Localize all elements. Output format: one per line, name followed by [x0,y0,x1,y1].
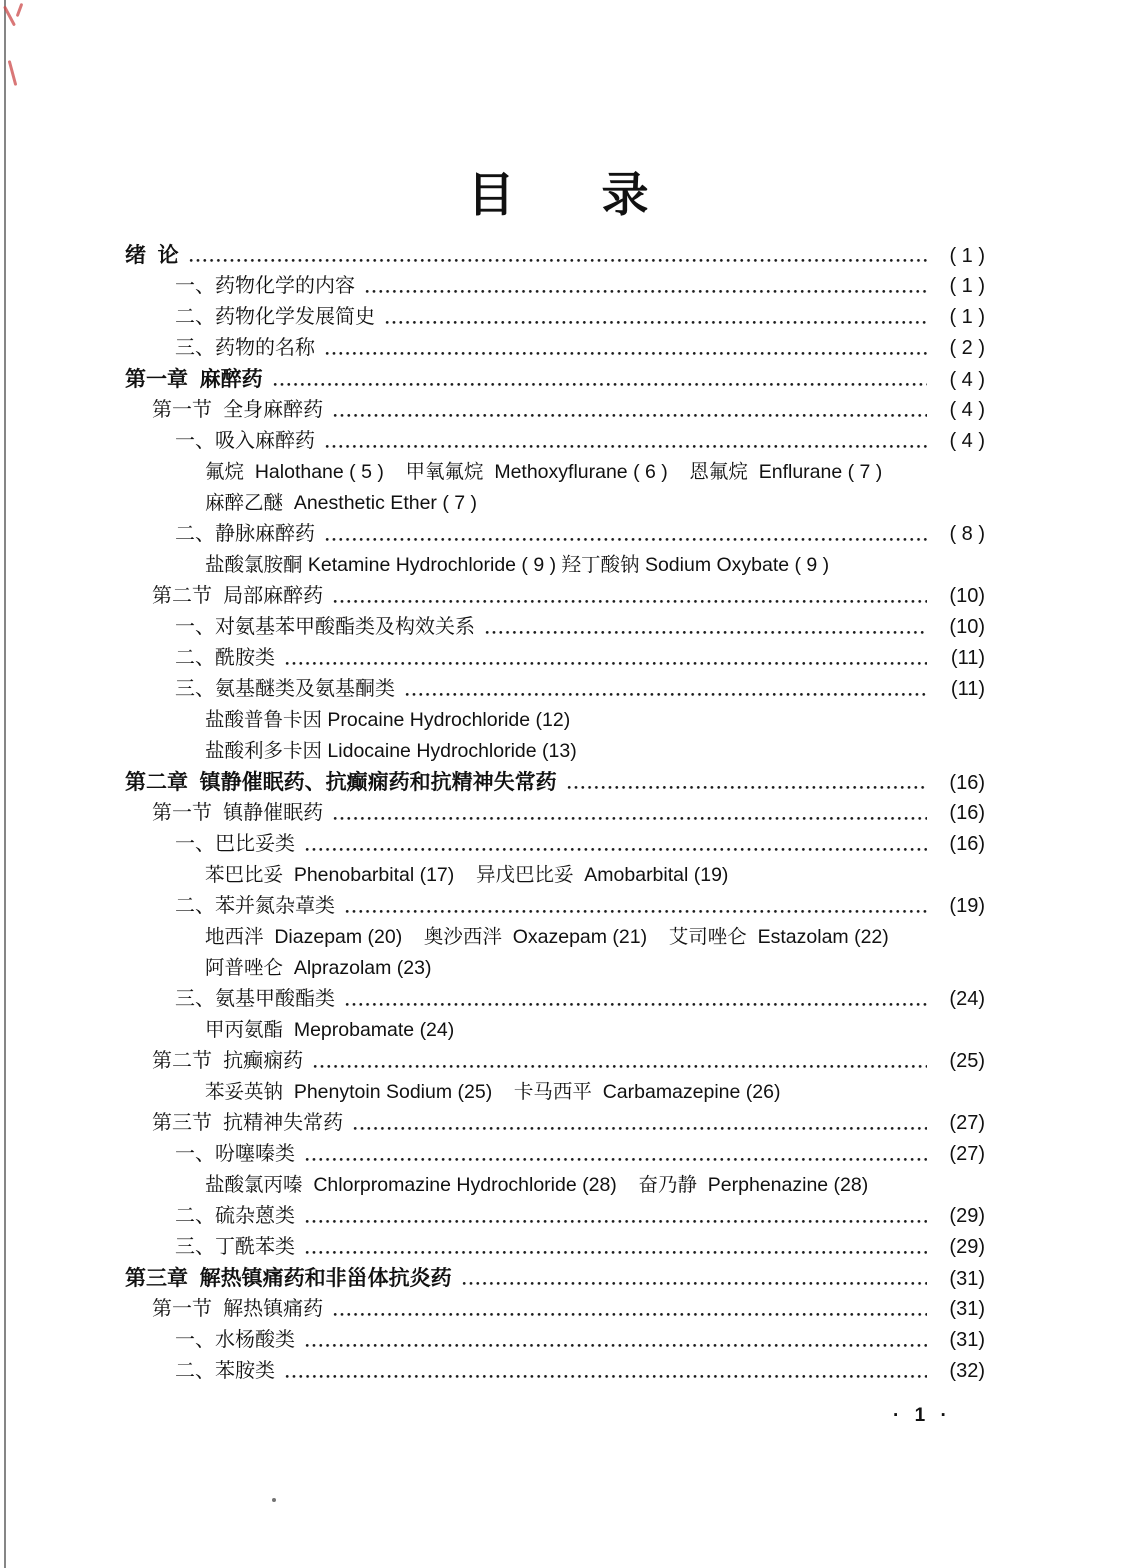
toc-entry [125,395,985,426]
toc-entry-label: 第三节 抗精神失常药 [152,1112,344,1134]
toc-entry-page: (16) [949,802,985,824]
toc-entry [125,1201,985,1232]
toc-entry-label: 三、丁酰苯类 [175,1236,295,1258]
toc-entry-label: 一、巴比妥类 [175,833,295,855]
toc-entry-label: 二、苯并氮杂䓬类 [175,895,335,917]
dot-leader [273,382,927,387]
toc-entry-page: (27) [949,1143,985,1165]
toc-entry-label: 一、水杨酸类 [175,1329,295,1351]
toc-entry-page: (24) [949,988,985,1010]
dot-leader [333,413,927,418]
toc-entry [125,1139,985,1170]
scan-speck-artifact [272,1498,276,1502]
toc-entry [125,550,985,581]
toc-entry-label: 三、药物的名称 [175,337,315,359]
toc-entry-label: 第二节 局部麻醉药 [152,585,324,607]
toc-entry [125,643,985,674]
dot-leader [567,785,927,790]
dot-leader [305,847,927,852]
toc-entry-label: 苯巴比妥 Phenobarbital (17) 异戊巴比妥 Amobarbital (19) [205,864,729,886]
dot-leader [485,630,927,635]
toc-entry-label: 一、药物化学的内容 [175,275,355,297]
toc-entry [125,364,985,395]
toc-entry [125,1015,985,1046]
toc-entry [125,953,985,984]
toc-entry [125,1077,985,1108]
red-stroke-artifact [16,3,24,17]
toc-entry-page: ( 4 ) [949,430,985,452]
toc-entry [125,1232,985,1263]
dot-leader [333,1312,927,1317]
toc-list [125,240,985,1387]
red-stroke-artifact [3,6,16,27]
toc-entry-label: 第一章 麻醉药 [125,368,263,391]
dot-leader [345,909,927,914]
red-stroke-artifact [8,60,18,86]
toc-entry-label: 地西泮 Diazepam (20) 奥沙西泮 Oxazepam (21) 艾司唑仑 Estazolam (22) [205,926,889,948]
toc-entry-label: 第二章 镇静催眠药、抗癫痫药和抗精神失常药 [125,771,557,794]
toc-entry-page: (31) [949,1329,985,1351]
toc-entry [125,302,985,333]
dot-leader [325,444,927,449]
toc-entry [125,1263,985,1294]
toc-entry-page: ( 1 ) [949,275,985,297]
dot-leader [325,537,927,542]
toc-entry [125,1046,985,1077]
toc-entry-label: 一、吸入麻醉药 [175,430,315,452]
dot-leader [285,1374,927,1379]
toc-entry-label: 盐酸利多卡因 Lidocaine Hydrochloride (13) [205,740,577,762]
toc-entry-label: 二、苯胺类 [175,1360,275,1382]
dot-leader [365,289,927,294]
toc-entry-label: 氟烷 Halothane ( 5 ) 甲氧氟烷 Methoxyflurane ( 6 ) 恩氟烷 Enflurane ( 7 ) [205,461,883,483]
toc-entry [125,860,985,891]
toc-entry-page: (25) [949,1050,985,1072]
toc-entry [125,271,985,302]
dot-leader [305,1250,927,1255]
toc-entry-page: (11) [950,647,985,669]
toc-entry-page: ( 1 ) [949,306,985,328]
toc-entry [125,1108,985,1139]
toc-entry [125,612,985,643]
toc-entry-label: 二、酰胺类 [175,647,275,669]
toc-entry [125,519,985,550]
toc-entry-page: ( 1 ) [949,245,985,267]
dot-leader [325,351,927,356]
toc-entry-label: 三、氨基甲酸酯类 [175,988,335,1010]
dot-leader [405,692,927,697]
dot-leader [353,1126,927,1131]
toc-entry-label: 第二节 抗癫痫药 [152,1050,304,1072]
toc-entry [125,1170,985,1201]
toc-entry-label: 盐酸氯丙嗪 Chlorpromazine Hydrochloride (28) 奋乃静 Perphenazine (28) [205,1174,869,1196]
toc-entry-label: 苯妥英钠 Phenytoin Sodium (25) 卡马西平 Carbamazepine (26) [205,1081,781,1103]
dot-leader [345,1002,927,1007]
toc-entry-label: 盐酸氯胺酮 Ketamine Hydrochloride ( 9 ) 羟丁酸钠 Sodium Oxybate ( 9 ) [205,554,830,576]
dot-leader [305,1157,927,1162]
toc-entry [125,705,985,736]
toc-entry-label: 盐酸普鲁卡因 Procaine Hydrochloride (12) [205,709,571,731]
dot-leader [305,1219,927,1224]
toc-entry-page: ( 4 ) [949,399,985,421]
toc-entry [125,457,985,488]
toc-entry [125,488,985,519]
dot-leader [189,258,927,263]
toc-entry-page: (27) [949,1112,985,1134]
toc-entry-page: (10) [949,616,985,638]
page-title: 目 录 [467,168,657,221]
toc-entry-page: (29) [949,1205,985,1227]
toc-entry-label: 麻醉乙醚 Anesthetic Ether ( 7 ) [205,492,478,514]
dot-leader [333,599,927,604]
toc-entry-label: 阿普唑仑 Alprazolam (23) [205,957,432,979]
toc-entry [125,240,985,271]
toc-entry [125,736,985,767]
toc-entry-page: (19) [949,895,985,917]
toc-entry [125,829,985,860]
toc-entry-label: 绪 论 [125,244,179,267]
toc-entry-page: (10) [949,585,985,607]
toc-entry-label: 第一节 解热镇痛药 [152,1298,324,1320]
toc-entry [125,426,985,457]
toc-entry [125,1294,985,1325]
toc-entry-label: 一、对氨基苯甲酸酯类及构效关系 [175,616,475,638]
toc-entry-label: 二、硫杂蒽类 [175,1205,295,1227]
toc-entry-page: ( 4 ) [949,369,985,391]
toc-entry-label: 甲丙氨酯 Meprobamate (24) [205,1019,455,1041]
toc-entry [125,922,985,953]
dot-leader [305,1343,927,1348]
toc-entry-label: 第三章 解热镇痛药和非甾体抗炎药 [125,1267,452,1290]
toc-entry [125,1356,985,1387]
dot-leader [462,1281,927,1286]
toc-entry-page: (31) [949,1268,985,1290]
toc-entry-page: (11) [950,678,985,700]
page-number-footer: · 1 · [893,1405,952,1426]
toc-entry-page: ( 2 ) [949,337,985,359]
toc-entry-page: (16) [949,772,985,794]
toc-entry [125,767,985,798]
toc-entry [125,891,985,922]
toc-entry-page: (31) [949,1298,985,1320]
toc-entry-page: (29) [949,1236,985,1258]
toc-entry-label: 第一节 全身麻醉药 [152,399,324,421]
toc-entry [125,1325,985,1356]
toc-entry-label: 一、吩噻嗪类 [175,1143,295,1165]
toc-entry-label: 二、药物化学发展简史 [175,306,375,328]
toc-entry [125,984,985,1015]
toc-entry-page: (32) [949,1360,985,1382]
scan-edge-line-artifact [4,0,6,1568]
toc-entry-page: ( 8 ) [949,523,985,545]
toc-entry [125,333,985,364]
dot-leader [333,816,927,821]
toc-entry-label: 第一节 镇静催眠药 [152,802,324,824]
toc-entry-label: 二、静脉麻醉药 [175,523,315,545]
scan-red-pen-marks-artifact [4,2,44,102]
toc-entry-page: (16) [949,833,985,855]
toc-entry [125,798,985,829]
toc-entry [125,674,985,705]
dot-leader [313,1064,927,1069]
toc-entry-label: 三、氨基醚类及氨基酮类 [175,678,395,700]
toc-entry [125,581,985,612]
dot-leader [385,320,927,325]
dot-leader [285,661,927,666]
